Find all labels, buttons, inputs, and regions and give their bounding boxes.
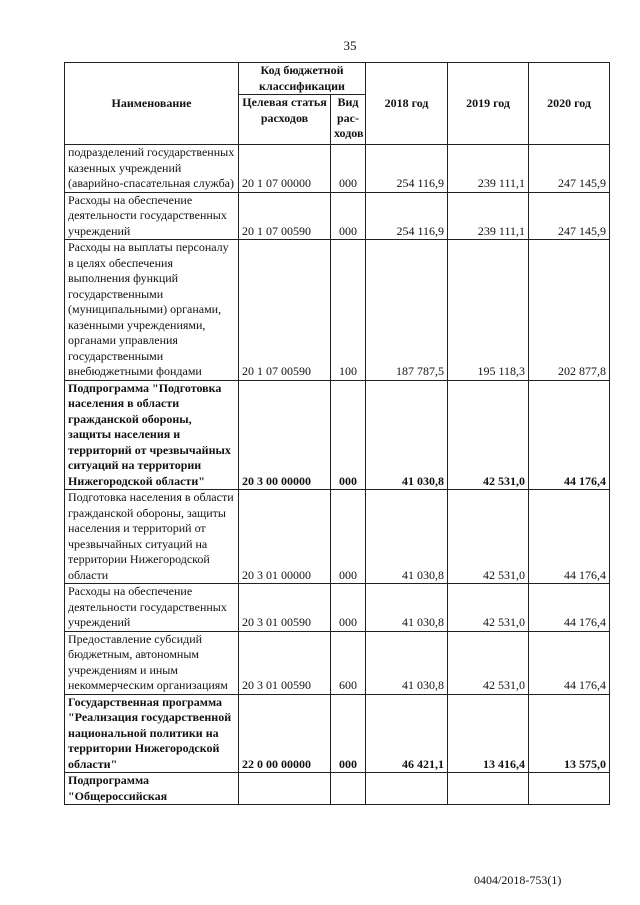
row-value-2018: 41 030,8: [366, 631, 448, 694]
row-value-2020: [529, 773, 610, 805]
header-2018: 2018 год: [366, 63, 448, 145]
page-number: 35: [343, 38, 357, 53]
row-target-code: 20 1 07 00590: [239, 240, 331, 381]
row-value-2018: [366, 773, 448, 805]
row-expense-type: 000: [331, 584, 366, 632]
row-name: подразделений государственных казенных учреждений (аварийно-спасательная служба): [65, 145, 239, 193]
row-name: Подготовка населения в области гражданской обороны, защиты населения и территорий от чрезвычайных ситуаций на территории Нижегородской области: [65, 490, 239, 584]
row-name: Предоставление субсидий бюджетным, автономным учреждениям и иным некоммерческим организациям: [65, 631, 239, 694]
header-2019: 2019 год: [448, 63, 529, 145]
row-name: Расходы на обеспечение деятельности государственных учреждений: [65, 584, 239, 632]
row-value-2019: 42 531,0: [448, 584, 529, 632]
header-expense-type: Вид рас-ходов: [331, 95, 366, 145]
row-value-2018: 46 421,1: [366, 694, 448, 773]
row-target-code: 20 1 07 00590: [239, 192, 331, 240]
row-name: Расходы на обеспечение деятельности государственных учреждений: [65, 192, 239, 240]
row-expense-type: 000: [331, 380, 366, 490]
row-value-2020: 247 145,9: [529, 145, 610, 193]
table-row: [65, 694, 610, 773]
row-value-2018: 41 030,8: [366, 584, 448, 632]
row-value-2019: 195 118,3: [448, 240, 529, 381]
row-value-2018: 254 116,9: [366, 192, 448, 240]
row-target-code: 20 3 00 00000: [239, 380, 331, 490]
header-target-article: Целевая статья расходов: [239, 95, 331, 145]
row-value-2019: 239 111,1: [448, 192, 529, 240]
row-value-2020: 44 176,4: [529, 380, 610, 490]
header-2020: 2020 год: [529, 63, 610, 145]
row-target-code: 20 3 01 00590: [239, 584, 331, 632]
table-row: [65, 145, 610, 193]
row-target-code: 20 3 01 00590: [239, 631, 331, 694]
row-value-2020: 13 575,0: [529, 694, 610, 773]
row-name: Подпрограмма "Подготовка населения в области гражданской обороны, защиты населения и территорий от чрезвычайных ситуаций на территории Нижегородской области": [65, 380, 239, 490]
row-expense-type: 000: [331, 694, 366, 773]
row-name: Государственная программа "Реализация государственной национальной политики на территории Нижегородской области": [65, 694, 239, 773]
row-value-2019: 42 531,0: [448, 380, 529, 490]
row-value-2020: 247 145,9: [529, 192, 610, 240]
row-target-code: 22 0 00 00000: [239, 694, 331, 773]
row-value-2019: 239 111,1: [448, 145, 529, 193]
row-value-2019: [448, 773, 529, 805]
row-expense-type: 600: [331, 631, 366, 694]
row-name: Подпрограмма "Общероссийская: [65, 773, 239, 805]
row-value-2020: 44 176,4: [529, 631, 610, 694]
row-value-2018: 187 787,5: [366, 240, 448, 381]
budget-table: [64, 62, 610, 805]
row-target-code: 20 1 07 00000: [239, 145, 331, 193]
table-row: [65, 631, 610, 694]
row-target-code: 20 3 01 00000: [239, 490, 331, 584]
row-target-code: [239, 773, 331, 805]
row-expense-type: 000: [331, 192, 366, 240]
row-value-2018: 41 030,8: [366, 380, 448, 490]
row-value-2019: 42 531,0: [448, 631, 529, 694]
table-row: [65, 490, 610, 584]
row-value-2018: 254 116,9: [366, 145, 448, 193]
table-row: [65, 773, 610, 805]
row-expense-type: 000: [331, 145, 366, 193]
row-expense-type: 100: [331, 240, 366, 381]
document-code: 0404/2018-753(1): [474, 873, 562, 887]
header-classification: Код бюджетной классификации: [239, 63, 366, 95]
header-name: Наименование: [65, 63, 239, 145]
row-value-2019: 13 416,4: [448, 694, 529, 773]
table-row: [65, 192, 610, 240]
row-expense-type: 000: [331, 490, 366, 584]
row-expense-type: [331, 773, 366, 805]
table-row: [65, 380, 610, 490]
row-value-2019: 42 531,0: [448, 490, 529, 584]
row-value-2018: 41 030,8: [366, 490, 448, 584]
row-value-2020: 44 176,4: [529, 490, 610, 584]
row-name: Расходы на выплаты персоналу в целях обеспечения выполнения функций государственными (муниципальными) органами, казенными учреждениями, органами управления государственными внебюджетными фондами: [65, 240, 239, 381]
row-value-2020: 44 176,4: [529, 584, 610, 632]
table-row: [65, 240, 610, 381]
table-row: [65, 584, 610, 632]
row-value-2020: 202 877,8: [529, 240, 610, 381]
